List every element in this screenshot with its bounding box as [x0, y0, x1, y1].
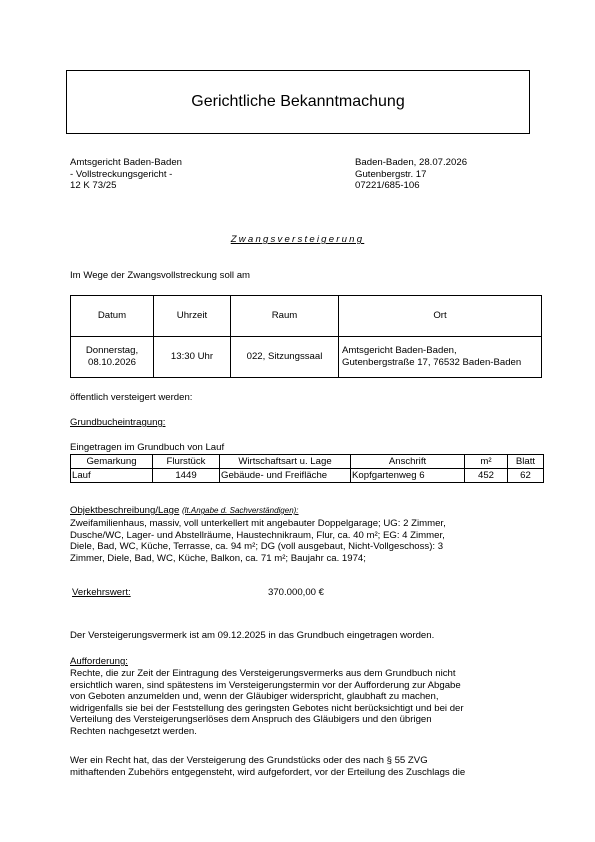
description-heading-note: (lt.Angabe d. Sachverständigen):	[182, 506, 299, 515]
intro-text: Im Wege der Zwangsvollstreckung soll am	[70, 270, 251, 281]
lr-cell-gemarkung: Lauf	[71, 469, 153, 483]
request-line: von Geboten anzumelden und, wenn der Gläubiger widerspricht, glaubhaft zu machen,	[70, 691, 439, 703]
notice-title-box	[66, 70, 530, 134]
cell-ort	[339, 337, 542, 378]
description-heading: Objektbeschreibung/Lage	[70, 505, 180, 516]
ort-line-2: Gutenbergstraße 17, 76532 Baden-Baden	[342, 357, 522, 368]
lr-cell-flurstueck: 1449	[153, 469, 220, 483]
subject-heading: Zwangsversteigerung	[230, 234, 365, 245]
schedule-table	[70, 295, 542, 378]
request-line: ersichtlich waren, sind spätestens im Versteigerungstermin vor der Aufforderung zur Abgabe	[70, 679, 461, 691]
lr-cell-blatt: 62	[508, 469, 544, 483]
lr-header-gemarkung: Gemarkung	[71, 455, 153, 469]
street-address: Gutenbergstr. 17	[355, 168, 427, 180]
description-line: Dusche/WC, Lager- und Abstellräume, Haustechnikraum, Flur, ca. 40 m²; EG: 4 Zimmer,	[70, 529, 445, 541]
description-line: Zweifamilienhaus, massiv, voll unterkellert mit angebauter Doppelgarage; UG: 2 Zimmer,	[70, 518, 446, 529]
ort-line-1: Amtsgericht Baden-Baden,	[342, 345, 457, 357]
publicly-auctioned-text: öffentlich versteigert werden:	[70, 392, 193, 403]
lr-cell-anschrift: Kopfgartenweg 6	[351, 469, 465, 483]
final-line: Wer ein Recht hat, das der Versteigerung des Grundstücks oder des nach § 55 ZVG	[70, 755, 428, 766]
final-line: mithaftenden Zubehörs entgegensteht, wird aufgefordert, vor der Erteilung des Zuschlags die	[70, 766, 466, 778]
cell-uhrzeit: 13:30 Uhr	[154, 337, 231, 378]
land-register-header-row	[71, 455, 544, 469]
lr-cell-m2: 452	[465, 469, 508, 483]
header-raum: Raum	[231, 296, 339, 337]
land-register-entry: Eingetragen im Grundbuch von Lauf	[70, 442, 225, 453]
request-text	[70, 668, 530, 738]
lr-header-wirtschaftsart: Wirtschaftsart u. Lage	[220, 455, 351, 469]
description-heading-line	[70, 505, 299, 517]
court-name: Amtsgericht Baden-Baden	[70, 157, 182, 168]
description-line: Diele, Bad, WC, Küche, Terrasse, ca. 94 m²; DG (voll ausgebaut, Nicht-Vollgeschoss): 3	[70, 541, 444, 553]
description-line: Zimmer, Diele, Bad, WC, Küche, Balkon, ca. 71 m²; Baujahr ca. 1974;	[70, 552, 366, 564]
header-ort: Ort	[339, 296, 542, 337]
final-text	[70, 755, 530, 778]
court-contact-block	[355, 157, 467, 192]
request-line: Rechte, die zur Zeit der Eintragung des Versteigerungsvermerks aus dem Grundbuch nicht	[70, 668, 456, 679]
request-line: Verteilung des Versteigerungserlöses dem Anspruch des Gläubigers und den übrigen	[70, 714, 432, 726]
header-uhrzeit: Uhrzeit	[154, 296, 231, 337]
lr-header-blatt: Blatt	[508, 455, 544, 469]
request-heading: Aufforderung:	[70, 656, 128, 667]
land-register-heading: Grundbucheintragung:	[70, 417, 166, 428]
registration-note: Der Versteigerungsvermerk ist am 09.12.2025 in das Grundbuch eingetragen worden.	[70, 630, 435, 641]
market-value-label: Verkehrswert:	[72, 587, 131, 598]
lr-cell-wirtschaftsart: Gebäude- und Freifläche	[220, 469, 351, 483]
lr-header-flurstueck: Flurstück	[153, 455, 220, 469]
schedule-data-row	[71, 337, 542, 378]
case-number: 12 K 73/25	[70, 180, 117, 192]
court-address-block	[70, 157, 182, 192]
place-date: Baden-Baden, 28.07.2026	[355, 157, 468, 168]
cell-raum: 022, Sitzungssaal	[231, 337, 339, 378]
phone-number: 07221/685-106	[355, 180, 420, 192]
datum-weekday: Donnerstag,	[85, 345, 139, 357]
datum-date: 08.10.2026	[87, 357, 136, 368]
market-value-amount: 370.000,00 €	[268, 587, 325, 598]
request-line: Rechten nachgesetzt werden.	[70, 725, 197, 737]
header-datum: Datum	[71, 296, 154, 337]
cell-datum	[71, 337, 154, 378]
lr-header-m2: m²	[465, 455, 508, 469]
notice-title: Gerichtliche Bekanntmachung	[191, 93, 405, 111]
request-line: widrigenfalls sie bei der Feststellung des geringsten Gebotes nicht berücksichtigt und bei der	[70, 702, 464, 714]
schedule-header-row	[71, 296, 542, 337]
description-text	[70, 518, 530, 564]
land-register-row	[71, 469, 544, 483]
court-department: - Vollstreckungsgericht -	[70, 168, 173, 180]
lr-header-anschrift: Anschrift	[351, 455, 465, 469]
land-register-table	[70, 454, 544, 483]
